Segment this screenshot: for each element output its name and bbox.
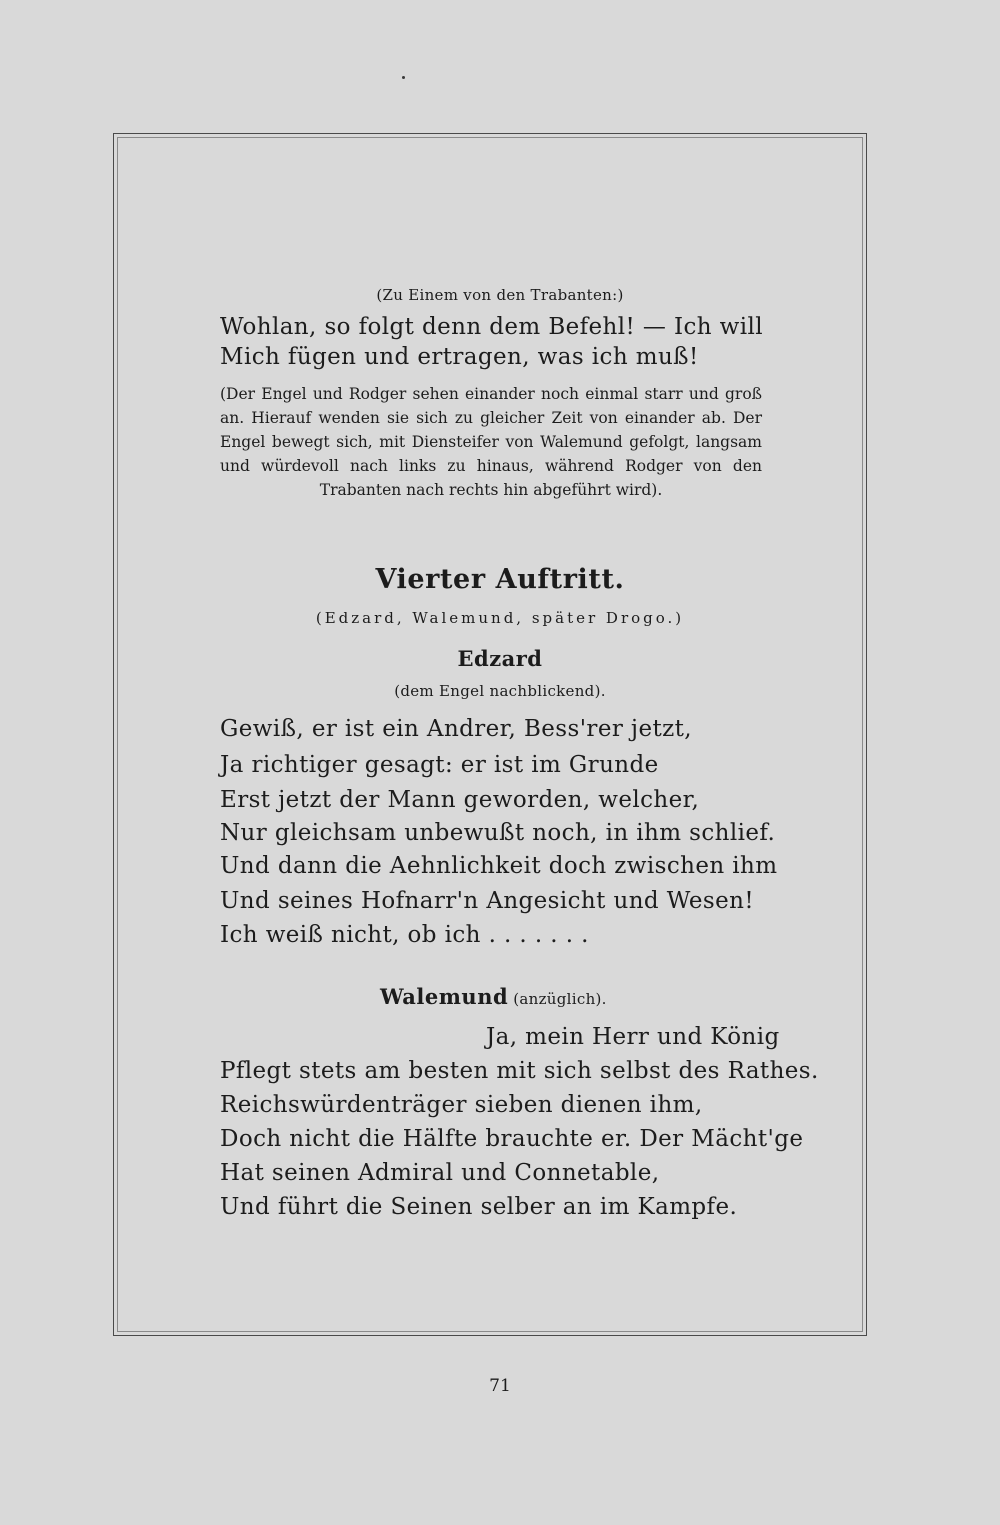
scene-heading: Vierter Auftritt. <box>375 564 625 595</box>
verse-line: Nur gleichsam unbewußt noch, in ihm schlief. <box>220 820 776 846</box>
verse-line: Mich fügen und ertragen, was ich muß! <box>220 344 699 370</box>
print-speck <box>402 76 405 79</box>
verse-line: Gewiß, er ist ein Andrer, Bess'rer jetzt, <box>220 716 692 742</box>
verse-line: Ich weiß nicht, ob ich . . . . . . . <box>220 922 589 948</box>
verse-line: Reichswürdenträger sieben dienen ihm, <box>220 1092 703 1118</box>
verse-line: Und dann die Aehnlichkeit doch zwischen ihm <box>220 853 778 879</box>
verse-line: Und führt die Seinen selber an im Kampfe. <box>220 1194 738 1220</box>
speaker-name: Walemund <box>380 984 509 1009</box>
speaker-direction: (anzüglich). <box>513 990 607 1008</box>
stage-direction-block: (Der Engel und Rodger sehen einander noch einmal starr und groß an. Hierauf wenden sie sich zu gleicher Zeit von einander ab. Der Engel bewegt sich, mit Diensteifer von Walemund gefolgt, langsam und würdevoll nach links zu hinaus, während Rodger von den Trabanten nach rechts hin abgeführt wird). <box>220 385 762 499</box>
scene-cast: (Edzard, Walemund, später Drogo.) <box>315 609 685 627</box>
verse-line: Doch nicht die Hälfte brauchte er. Der Mächt'ge <box>220 1126 804 1152</box>
speaker-line <box>380 984 607 1009</box>
verse-line: Erst jetzt der Mann geworden, welcher, <box>220 787 700 813</box>
verse-line: Und seines Hofnarr'n Angesicht und Wesen! <box>220 888 754 914</box>
speaker-direction: (dem Engel nachblickend). <box>394 682 606 700</box>
verse-line: Pflegt stets am besten mit sich selbst des Rathes. <box>220 1058 819 1084</box>
verse-line: Ja richtiger gesagt: er ist im Grunde <box>220 752 659 778</box>
verse-line: Ja, mein Herr und König <box>486 1024 780 1050</box>
stage-direction: (Zu Einem von den Trabanten:) <box>376 286 624 304</box>
verse-line: Wohlan, so folgt denn dem Befehl! — Ich will <box>220 314 764 340</box>
page-number: 71 <box>489 1376 511 1396</box>
speaker-name: Edzard <box>457 646 543 671</box>
verse-line: Hat seinen Admiral und Connetable, <box>220 1160 660 1186</box>
